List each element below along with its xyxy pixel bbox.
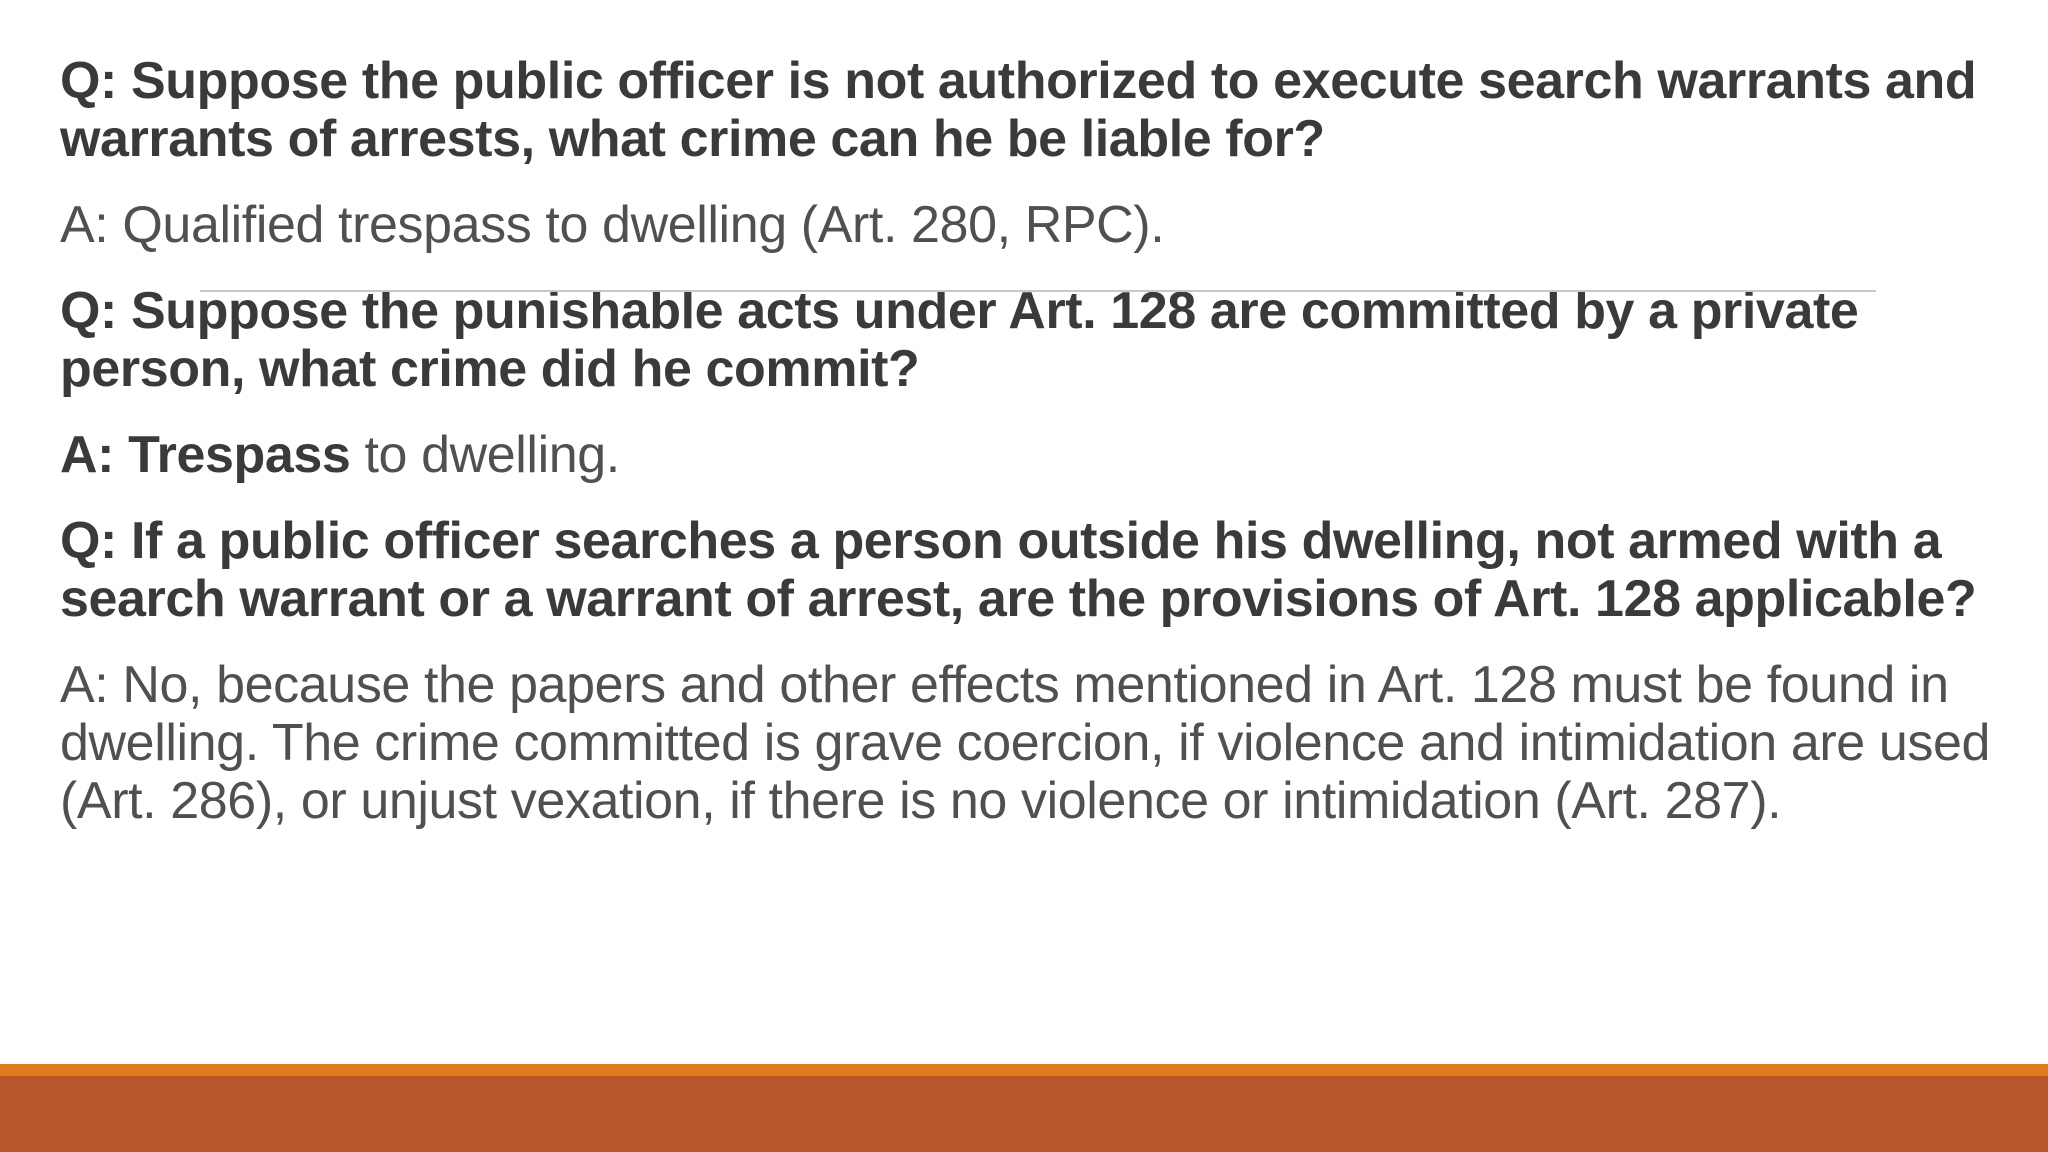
answer-2-bold: A: Trespass bbox=[60, 426, 351, 484]
qa-content bbox=[60, 52, 2010, 830]
question-3: Q: If a public officer searches a person outside his dwelling, not armed with a search warrant or a warrant of arrest, are the provisions of Art. 128 applicable? bbox=[60, 512, 1977, 628]
question-1: Q: Suppose the public officer is not authorized to execute search warrants and warrants of arrests, what crime can he be liable for? bbox=[60, 52, 1977, 168]
answer-1: A: Qualified trespass to dwelling (Art. 280, RPC). bbox=[60, 196, 1165, 254]
question-2: Q: Suppose the punishable acts under Art. 128 are committed by a private person, what crime did he commit? bbox=[60, 282, 1859, 398]
footer-band bbox=[0, 1076, 2048, 1152]
answer-2 bbox=[60, 426, 2010, 484]
divider-line bbox=[200, 290, 1876, 292]
answer-2-rest: to dwelling. bbox=[350, 426, 620, 484]
footer-accent-stripe bbox=[0, 1064, 2048, 1076]
answer-3: A: No, because the papers and other effects mentioned in Art. 128 must be found in dwelling. The crime committed is grave coercion, if violence and intimidation are used (Art. 286), or unjust vexation, if there is no violence or intimidation (Art. 287). bbox=[60, 656, 1991, 830]
